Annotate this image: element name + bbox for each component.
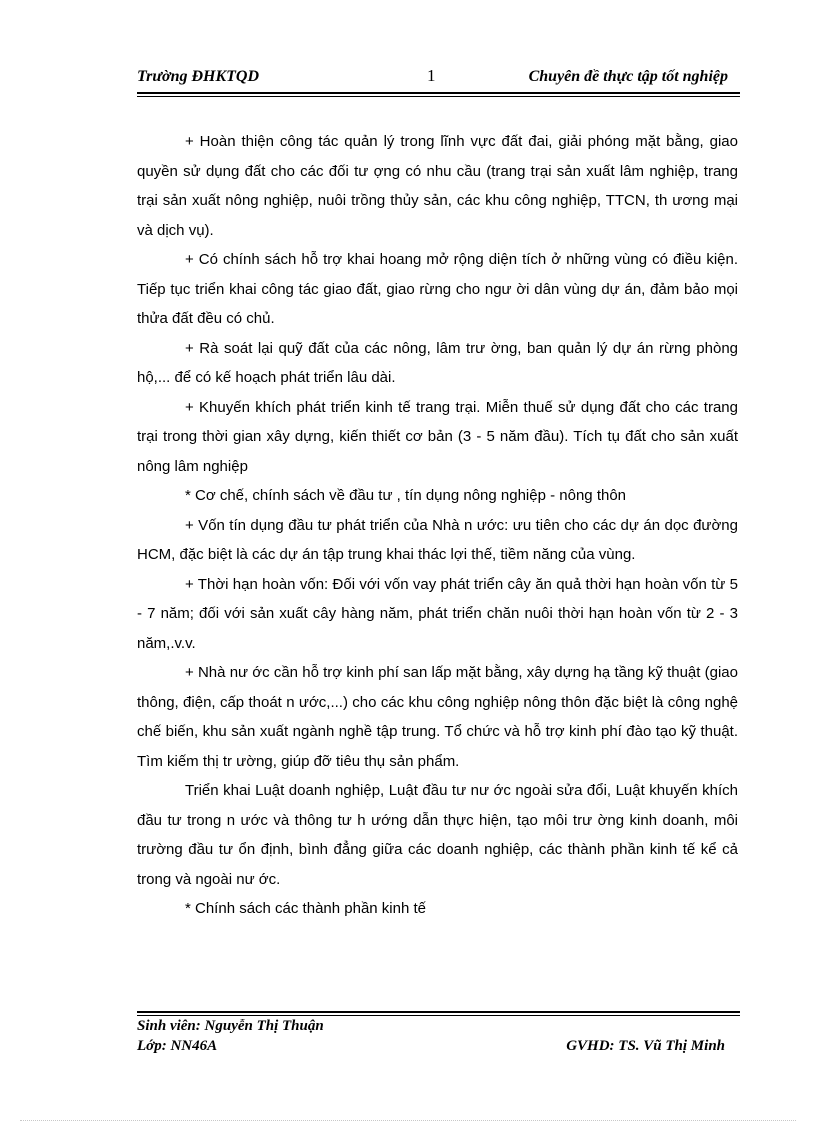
body-text <box>137 127 738 924</box>
paragraph: Triển khai Luật doanh nghiệp, Luật đầu tư nư ớc ngoài sửa đổi, Luật khuyến khích đầu tư trong n ước và thông tư h ướng dẫn thực hiện, tạo môi trư ờng kinh doanh, môi trường đầu tư ổn định, bình đẳng giữa các doanh nghiệp, các thành phần kinh tế kể cả trong và ngoài nư ớc. <box>137 782 738 888</box>
header-page-number: 1 <box>427 66 436 85</box>
page-edge <box>20 1120 796 1121</box>
footer-divider <box>137 1011 740 1013</box>
paragraph: + Vốn tín dụng đầu tư phát triển của Nhà n ước: ưu tiên cho các dự án dọc đường HCM, đặc biệt là các dự án tập trung khai thác lợi thế, tiềm năng của vùng. <box>137 516 738 563</box>
paragraph: + Nhà nư ớc cần hỗ trợ kinh phí san lấp mặt bằng, xây dựng hạ tầng kỹ thuật (giao thông, điện, cấp thoát n ước,...) cho các khu công nghiệp nông thôn đặc biệt là công nghệ chế biến, khu sản xuất ngành nghề tập trung. Tổ chức và hỗ trợ kinh phí đào tạo kỹ thuật. Tìm kiếm thị tr ường, giúp đỡ tiêu thụ sản phẩm. <box>137 664 738 770</box>
paragraph: + Rà soát lại quỹ đất của các nông, lâm trư ờng, ban quản lý dự án rừng phòng hộ,... để có kế hoạch phát triển lâu dài. <box>137 339 738 386</box>
footer-class: Lớp: NN46A <box>137 1038 218 1054</box>
footer-advisor: GVHD: TS. Vũ Thị Minh <box>566 1038 725 1054</box>
header-doc-title: Chuyên đề thực tập tốt nghiệp <box>528 68 728 85</box>
paragraph: + Có chính sách hỗ trợ khai hoang mở rộng diện tích ở những vùng có điều kiện. Tiếp tục triển khai công tác giao đất, giao rừng cho ngư ời dân vùng dự án, đảm bảo mọi thửa đất đều có chủ. <box>137 251 738 327</box>
paragraph: * Cơ chế, chính sách về đầu tư , tín dụng nông nghiệp - nông thôn <box>185 487 627 504</box>
paragraph: * Chính sách các thành phần kinh tế <box>185 900 426 917</box>
paragraph: + Hoàn thiện công tác quản lý trong lĩnh vực đất đai, giải phóng mặt bằng, giao quyền sử dụng đất cho các đối tư ợng có nhu cầu (trang trại sản xuất lâm nghiệp, trang trại sản xuất nông nghiệp, nuôi trồng thủy sản, các khu công nghiệp, TTCN, th ương mại và dịch vụ). <box>137 133 738 239</box>
page-header <box>137 66 740 94</box>
paragraph: + Thời hạn hoàn vốn: Đối với vốn vay phát triển cây ăn quả thời hạn hoàn vốn từ 5 - 7 năm; đối với sản xuất cây hàng năm, phát triển chăn nuôi thời hạn hoàn vốn từ 2 - 3 năm,.v.v. <box>137 575 738 652</box>
footer-student: Sinh viên: Nguyễn Thị Thuận <box>137 1018 324 1034</box>
paragraph: + Khuyến khích phát triển kinh tế trang trại. Miễn thuế sử dụng đất cho các trang trại trong thời gian xây dựng, kiến thiết cơ bản (3 - 5 năm đầu). Tích tụ đất cho sản xuất nông lâm nghiệp <box>137 398 738 475</box>
header-school: Trường ĐHKTQD <box>137 68 260 85</box>
page-footer <box>137 1016 737 1056</box>
